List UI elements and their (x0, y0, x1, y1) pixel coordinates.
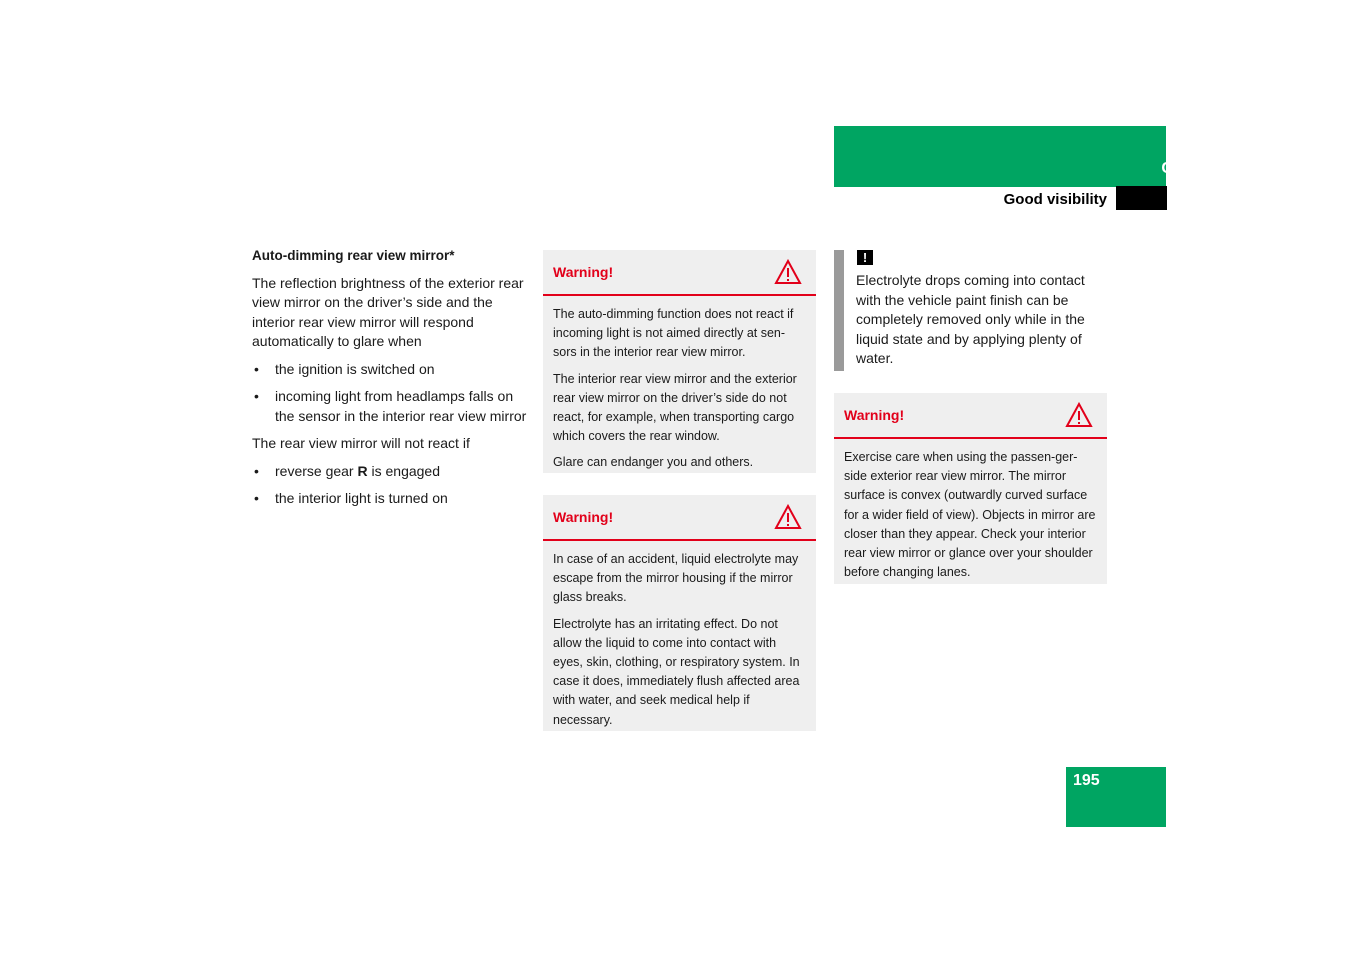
bullet-icon: • (254, 360, 259, 377)
main-text-column (252, 246, 527, 517)
warning-body (543, 541, 816, 738)
warning-triangle-icon (774, 504, 802, 530)
note-text: Electrolyte drops coming into contact with the vehicle paint finish can be completely removed only while in the liquid state and by applying plenty of water. (856, 272, 1085, 366)
list-item (252, 360, 527, 380)
chapter-header-band (834, 126, 1166, 187)
warning-paragraph: Electrolyte has an irritating effect. Do not allow the liquid to come into contact with eyes, skin, clothing, or respiratory system. In case it does, immediately flush affected area with water, and seek medical help if necessary. (553, 616, 800, 727)
note-side-bar (834, 250, 844, 371)
warning-paragraph: The auto-dimming function does not react if incoming light is not aimed directly at sen-sors in the interior rear view mirror. (553, 307, 794, 360)
warning-triangle-icon (774, 259, 802, 285)
list-item-text: incoming light from headlamps falls on the sensor in the interior rear view mirror (275, 388, 527, 424)
warning-header (543, 250, 816, 296)
warning-body (834, 439, 1107, 590)
exceptions-list (252, 462, 527, 509)
list-item (252, 489, 527, 509)
page-number-box (1066, 767, 1166, 827)
intro-paragraph: The reflection brightness of the exterior rear view mirror on the driver’s side and the interior rear view mirror will respond automatically to glare when (252, 274, 524, 349)
paint-damage-note (834, 250, 1109, 371)
list-item-text-after: is engaged (367, 462, 441, 479)
gear-letter: R (357, 462, 368, 479)
list-item (252, 462, 527, 482)
warning-title: Warning! (553, 264, 614, 280)
list-item-text: the interior light is turned on (275, 490, 448, 506)
chapter-title: Controls in detail (1161, 160, 1292, 177)
bullet-icon: • (254, 462, 259, 479)
list-item (252, 387, 527, 426)
section-marker (1116, 186, 1167, 210)
list-item-text: the ignition is switched on (275, 360, 435, 377)
warning-title: Warning! (553, 509, 614, 525)
bullet-icon: • (254, 388, 259, 404)
conditions-list (252, 360, 527, 427)
warning-paragraph: Glare can endanger you and others. (553, 455, 754, 470)
warning-triangle-icon (1065, 402, 1093, 428)
bullet-icon: • (254, 490, 259, 506)
page-number: 195 (1073, 772, 1100, 789)
section-title: Good visibility (1003, 191, 1107, 208)
list-item-text-before: reverse gear (275, 462, 358, 479)
topic-heading: Auto-dimming rear view mirror* (252, 248, 455, 263)
warning-box-glare (543, 250, 816, 473)
warning-paragraph: The interior rear view mirror and the exterior rear view mirror on the driver’s side do not react, for example, when transporting cargo which covers the rear window. (553, 371, 797, 444)
warning-paragraph: In case of an accident, liquid electrolyte may escape from the mirror housing if the mirror glass breaks. (553, 552, 799, 605)
warning-header (834, 393, 1107, 439)
no-react-paragraph: The rear view mirror will not react if (252, 435, 470, 451)
warning-paragraph: Exercise care when using the passen-ger-side exterior rear view mirror. The mirror surface is convex (outwardly curved surface for a wider field of view). Objects in mirror are closer than they appear. Check your interior rear view mirror or glance over your shoulder before changing lanes. (844, 450, 1096, 580)
warning-title: Warning! (844, 407, 905, 423)
warning-box-convex-mirror (834, 393, 1107, 584)
warning-box-electrolyte (543, 495, 816, 731)
warning-header (543, 495, 816, 541)
exclamation-icon: ! (857, 250, 873, 265)
warning-body (543, 296, 816, 481)
